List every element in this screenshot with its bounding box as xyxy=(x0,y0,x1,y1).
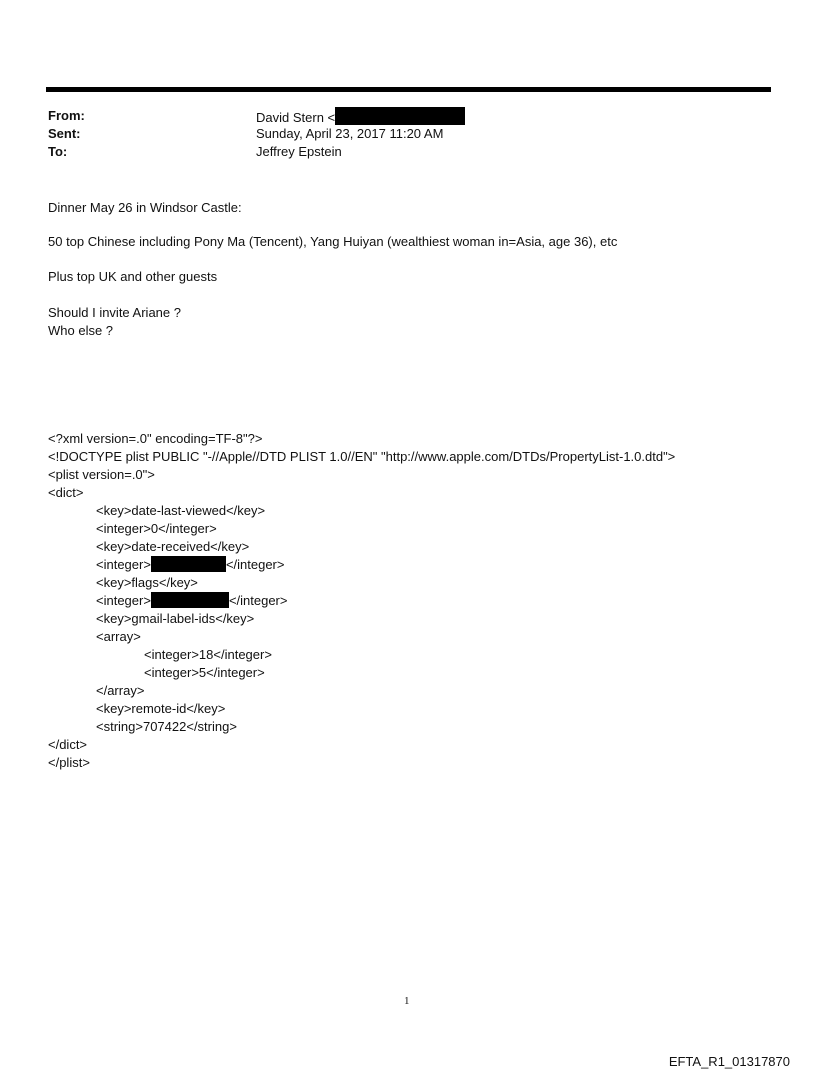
body-line: Dinner May 26 in Windsor Castle: xyxy=(48,200,242,215)
from-name: David Stern < xyxy=(256,110,336,125)
to-row xyxy=(48,143,648,161)
sent-value: Sunday, April 23, 2017 11:20 AM xyxy=(256,126,444,141)
integer-close-tag: </integer> xyxy=(225,557,285,572)
plist-line: <plist version=.0"> xyxy=(48,467,155,482)
redaction-block xyxy=(151,592,229,608)
plist-line: </array> xyxy=(96,683,145,698)
integer-open-tag: <integer> xyxy=(96,557,151,572)
integer-open-tag: <integer> xyxy=(96,593,151,608)
document-id: EFTA_R1_01317870 xyxy=(668,1054,790,1069)
sent-label: Sent: xyxy=(48,126,81,141)
plist-line xyxy=(96,556,284,574)
to-label: To: xyxy=(48,144,68,159)
plist-line: </dict> xyxy=(48,737,88,752)
plist-line xyxy=(96,592,287,610)
plist-line: <?xml version=.0" encoding=TF-8"?> xyxy=(48,431,263,446)
header-divider xyxy=(46,87,771,92)
plist-line: <key>flags</key> xyxy=(96,575,198,590)
plist-line: <integer>18</integer> xyxy=(144,647,272,662)
body-line: Who else ? xyxy=(48,323,114,338)
plist-line: <key>date-last-viewed</key> xyxy=(96,503,266,518)
from-row xyxy=(48,107,648,125)
plist-line: <dict> xyxy=(48,485,84,500)
plist-line: <key>gmail-label-ids</key> xyxy=(96,611,255,626)
integer-close-tag: </integer> xyxy=(228,593,288,608)
plist-line: <key>remote-id</key> xyxy=(96,701,226,716)
body-line: 50 top Chinese including Pony Ma (Tencent), Yang Huiyan (wealthiest woman in=Asia, age 36), etc xyxy=(48,234,618,249)
plist-line: <array> xyxy=(96,629,141,644)
plist-line: <string>707422</string> xyxy=(96,719,237,734)
body-line: Plus top UK and other guests xyxy=(48,269,218,284)
from-value xyxy=(256,107,465,127)
plist-line: <!DOCTYPE plist PUBLIC "-//Apple//DTD PLIST 1.0//EN" "http://www.apple.com/DTDs/PropertyList-1.0.dtd"> xyxy=(48,449,676,464)
plist-line: <integer>5</integer> xyxy=(144,665,265,680)
redaction-block xyxy=(151,556,226,572)
to-value: Jeffrey Epstein xyxy=(256,144,342,159)
sent-row xyxy=(48,125,648,143)
redaction-block xyxy=(335,107,465,125)
page-number: 1 xyxy=(404,995,410,1007)
plist-line: </plist> xyxy=(48,755,90,770)
body-line: Should I invite Ariane ? xyxy=(48,305,181,320)
plist-line: <integer>0</integer> xyxy=(96,521,217,536)
from-label: From: xyxy=(48,108,85,123)
plist-line: <key>date-received</key> xyxy=(96,539,250,554)
